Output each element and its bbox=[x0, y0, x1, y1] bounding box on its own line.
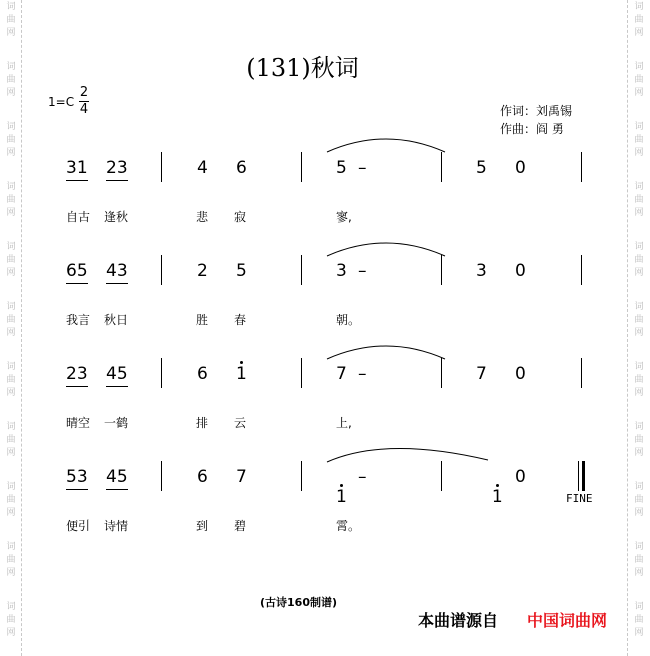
watermark-glyph: 网 bbox=[634, 88, 644, 98]
watermark-glyph: 网 bbox=[634, 28, 644, 38]
lyric: 逢秋 bbox=[104, 210, 129, 224]
watermark-glyph: 曲 bbox=[6, 195, 16, 205]
lyric: 胜 bbox=[196, 313, 209, 327]
watermark-glyph: 曲 bbox=[6, 495, 16, 505]
note-group: 45 bbox=[106, 467, 128, 490]
dash: – bbox=[358, 261, 367, 281]
lyric: 一鹤 bbox=[104, 416, 129, 430]
watermark-glyph: 曲 bbox=[6, 375, 16, 385]
note-high-octave: 1 bbox=[491, 487, 503, 507]
watermark-glyph: 曲 bbox=[634, 495, 644, 505]
watermark-glyph: 曲 bbox=[634, 555, 644, 565]
watermark-glyph: 曲 bbox=[6, 75, 16, 85]
note: 5 bbox=[336, 158, 347, 178]
dash: – bbox=[358, 364, 367, 384]
note-group: 45 bbox=[106, 364, 128, 387]
note-group: 43 bbox=[106, 261, 128, 284]
watermark-glyph: 词 bbox=[634, 542, 644, 552]
lyric: 朝。 bbox=[336, 313, 361, 327]
dash: – bbox=[358, 158, 367, 178]
watermark-glyph: 网 bbox=[6, 388, 16, 398]
watermark-glyph: 曲 bbox=[6, 435, 16, 445]
lyric: 晴空 bbox=[66, 416, 91, 430]
watermark-glyph: 词 bbox=[6, 362, 16, 372]
watermark-glyph: 词 bbox=[6, 62, 16, 72]
watermark-glyph: 曲 bbox=[634, 195, 644, 205]
fine-marking: FINE bbox=[566, 492, 593, 505]
watermark-glyph: 网 bbox=[6, 88, 16, 98]
rest: 0 bbox=[515, 467, 526, 487]
watermark-glyph: 网 bbox=[6, 568, 16, 578]
note: 6 bbox=[197, 364, 208, 384]
watermark-glyph: 网 bbox=[6, 148, 16, 158]
lyric: 便引 bbox=[66, 519, 91, 533]
watermark-glyph: 网 bbox=[6, 628, 16, 638]
note-group: 31 bbox=[66, 158, 88, 181]
watermark-glyph: 曲 bbox=[6, 255, 16, 265]
watermark-glyph: 词 bbox=[634, 2, 644, 12]
watermark-glyph: 网 bbox=[634, 328, 644, 338]
lyric: 秋日 bbox=[104, 313, 129, 327]
source-label: 本曲谱源自 bbox=[418, 611, 499, 630]
watermark-glyph: 词 bbox=[634, 362, 644, 372]
note: 5 bbox=[236, 261, 247, 281]
watermark-glyph: 网 bbox=[6, 28, 16, 38]
rest: 0 bbox=[515, 158, 526, 178]
lyric: 我言 bbox=[66, 313, 91, 327]
watermark-glyph: 曲 bbox=[6, 615, 16, 625]
watermark-glyph: 词 bbox=[6, 122, 16, 132]
rest: 0 bbox=[515, 261, 526, 281]
watermark-glyph: 词 bbox=[6, 2, 16, 12]
watermark-glyph: 曲 bbox=[6, 15, 16, 25]
watermark-glyph: 词 bbox=[634, 482, 644, 492]
watermark-glyph: 词 bbox=[634, 62, 644, 72]
note: 6 bbox=[197, 467, 208, 487]
watermark-glyph: 曲 bbox=[6, 135, 16, 145]
note: 7 bbox=[476, 364, 487, 384]
watermark-glyph: 词 bbox=[6, 542, 16, 552]
lyric: 到 bbox=[196, 519, 209, 533]
note: 5 bbox=[476, 158, 487, 178]
watermark-glyph: 曲 bbox=[634, 315, 644, 325]
final-bar-thick bbox=[582, 461, 585, 491]
key-signature: 1=C bbox=[48, 95, 75, 109]
watermark-glyph: 网 bbox=[634, 388, 644, 398]
watermark-glyph: 曲 bbox=[634, 615, 644, 625]
arrangement-note: (古诗160制谱) bbox=[260, 596, 338, 609]
watermark-glyph: 网 bbox=[634, 148, 644, 158]
lyric: 寂 bbox=[234, 210, 247, 224]
lyricist-credit: 作词：刘禹锡 bbox=[500, 104, 573, 118]
watermark-glyph: 词 bbox=[634, 302, 644, 312]
note: 2 bbox=[197, 261, 208, 281]
watermark-glyph: 词 bbox=[6, 422, 16, 432]
watermark-glyph: 曲 bbox=[634, 255, 644, 265]
watermark-glyph: 词 bbox=[634, 422, 644, 432]
watermark-glyph: 词 bbox=[6, 482, 16, 492]
note: 3 bbox=[336, 261, 347, 281]
watermark-glyph: 曲 bbox=[634, 135, 644, 145]
note-high-octave: 1 bbox=[336, 487, 347, 507]
song-title: (131)秋词 bbox=[246, 54, 359, 82]
lyric: 排 bbox=[196, 416, 209, 430]
lyric: 云 bbox=[234, 416, 247, 430]
note-high-octave: 1 bbox=[236, 364, 247, 384]
final-bar-thin bbox=[578, 461, 579, 491]
watermark-glyph: 曲 bbox=[634, 375, 644, 385]
watermark-glyph: 词 bbox=[6, 242, 16, 252]
lyric: 寥, bbox=[336, 210, 352, 224]
dash: – bbox=[358, 467, 367, 487]
note: 3 bbox=[476, 261, 487, 281]
lyric: 霄。 bbox=[336, 519, 361, 533]
note: 6 bbox=[236, 158, 247, 178]
watermark-glyph: 网 bbox=[634, 448, 644, 458]
lyric: 碧 bbox=[234, 519, 247, 533]
note: 4 bbox=[197, 158, 208, 178]
watermark-glyph: 网 bbox=[634, 508, 644, 518]
watermark-glyph: 词 bbox=[6, 182, 16, 192]
note-group: 65 bbox=[66, 261, 88, 284]
lyric: 春 bbox=[234, 313, 247, 327]
watermark-glyph: 曲 bbox=[634, 435, 644, 445]
watermark-glyph: 词 bbox=[634, 242, 644, 252]
watermark-glyph: 曲 bbox=[634, 75, 644, 85]
watermark-glyph: 词 bbox=[634, 602, 644, 612]
watermark-glyph: 词 bbox=[634, 122, 644, 132]
watermark-glyph: 网 bbox=[6, 268, 16, 278]
lyric: 自古 bbox=[66, 210, 91, 224]
watermark-glyph: 网 bbox=[634, 268, 644, 278]
watermark-glyph: 词 bbox=[6, 302, 16, 312]
watermark-glyph: 曲 bbox=[6, 315, 16, 325]
watermark-glyph: 网 bbox=[634, 628, 644, 638]
bar-line bbox=[301, 461, 302, 491]
bar-line bbox=[161, 461, 162, 491]
watermark-glyph: 词 bbox=[634, 182, 644, 192]
composer-credit: 作曲：阎 勇 bbox=[500, 122, 564, 136]
note-group: 23 bbox=[106, 158, 128, 181]
rest: 0 bbox=[515, 364, 526, 384]
watermark-glyph: 曲 bbox=[6, 555, 16, 565]
watermark-glyph: 曲 bbox=[634, 15, 644, 25]
lyric: 悲 bbox=[196, 210, 209, 224]
note: 7 bbox=[236, 467, 247, 487]
watermark-glyph: 网 bbox=[634, 568, 644, 578]
bar-line bbox=[441, 461, 442, 491]
lyric: 诗情 bbox=[104, 519, 129, 533]
time-signature-bottom: 4 bbox=[79, 102, 89, 117]
note-group: 53 bbox=[66, 467, 88, 490]
watermark-glyph: 网 bbox=[634, 208, 644, 218]
watermark-glyph: 词 bbox=[6, 602, 16, 612]
watermark-glyph: 网 bbox=[6, 328, 16, 338]
note: 7 bbox=[336, 364, 347, 384]
time-signature-top: 2 bbox=[79, 85, 89, 100]
watermark-glyph: 网 bbox=[6, 508, 16, 518]
source-brand-link[interactable]: 中国词曲网 bbox=[527, 611, 608, 630]
lyric: 上, bbox=[336, 416, 352, 430]
note-group: 23 bbox=[66, 364, 88, 387]
watermark-glyph: 网 bbox=[6, 448, 16, 458]
watermark-glyph: 网 bbox=[6, 208, 16, 218]
